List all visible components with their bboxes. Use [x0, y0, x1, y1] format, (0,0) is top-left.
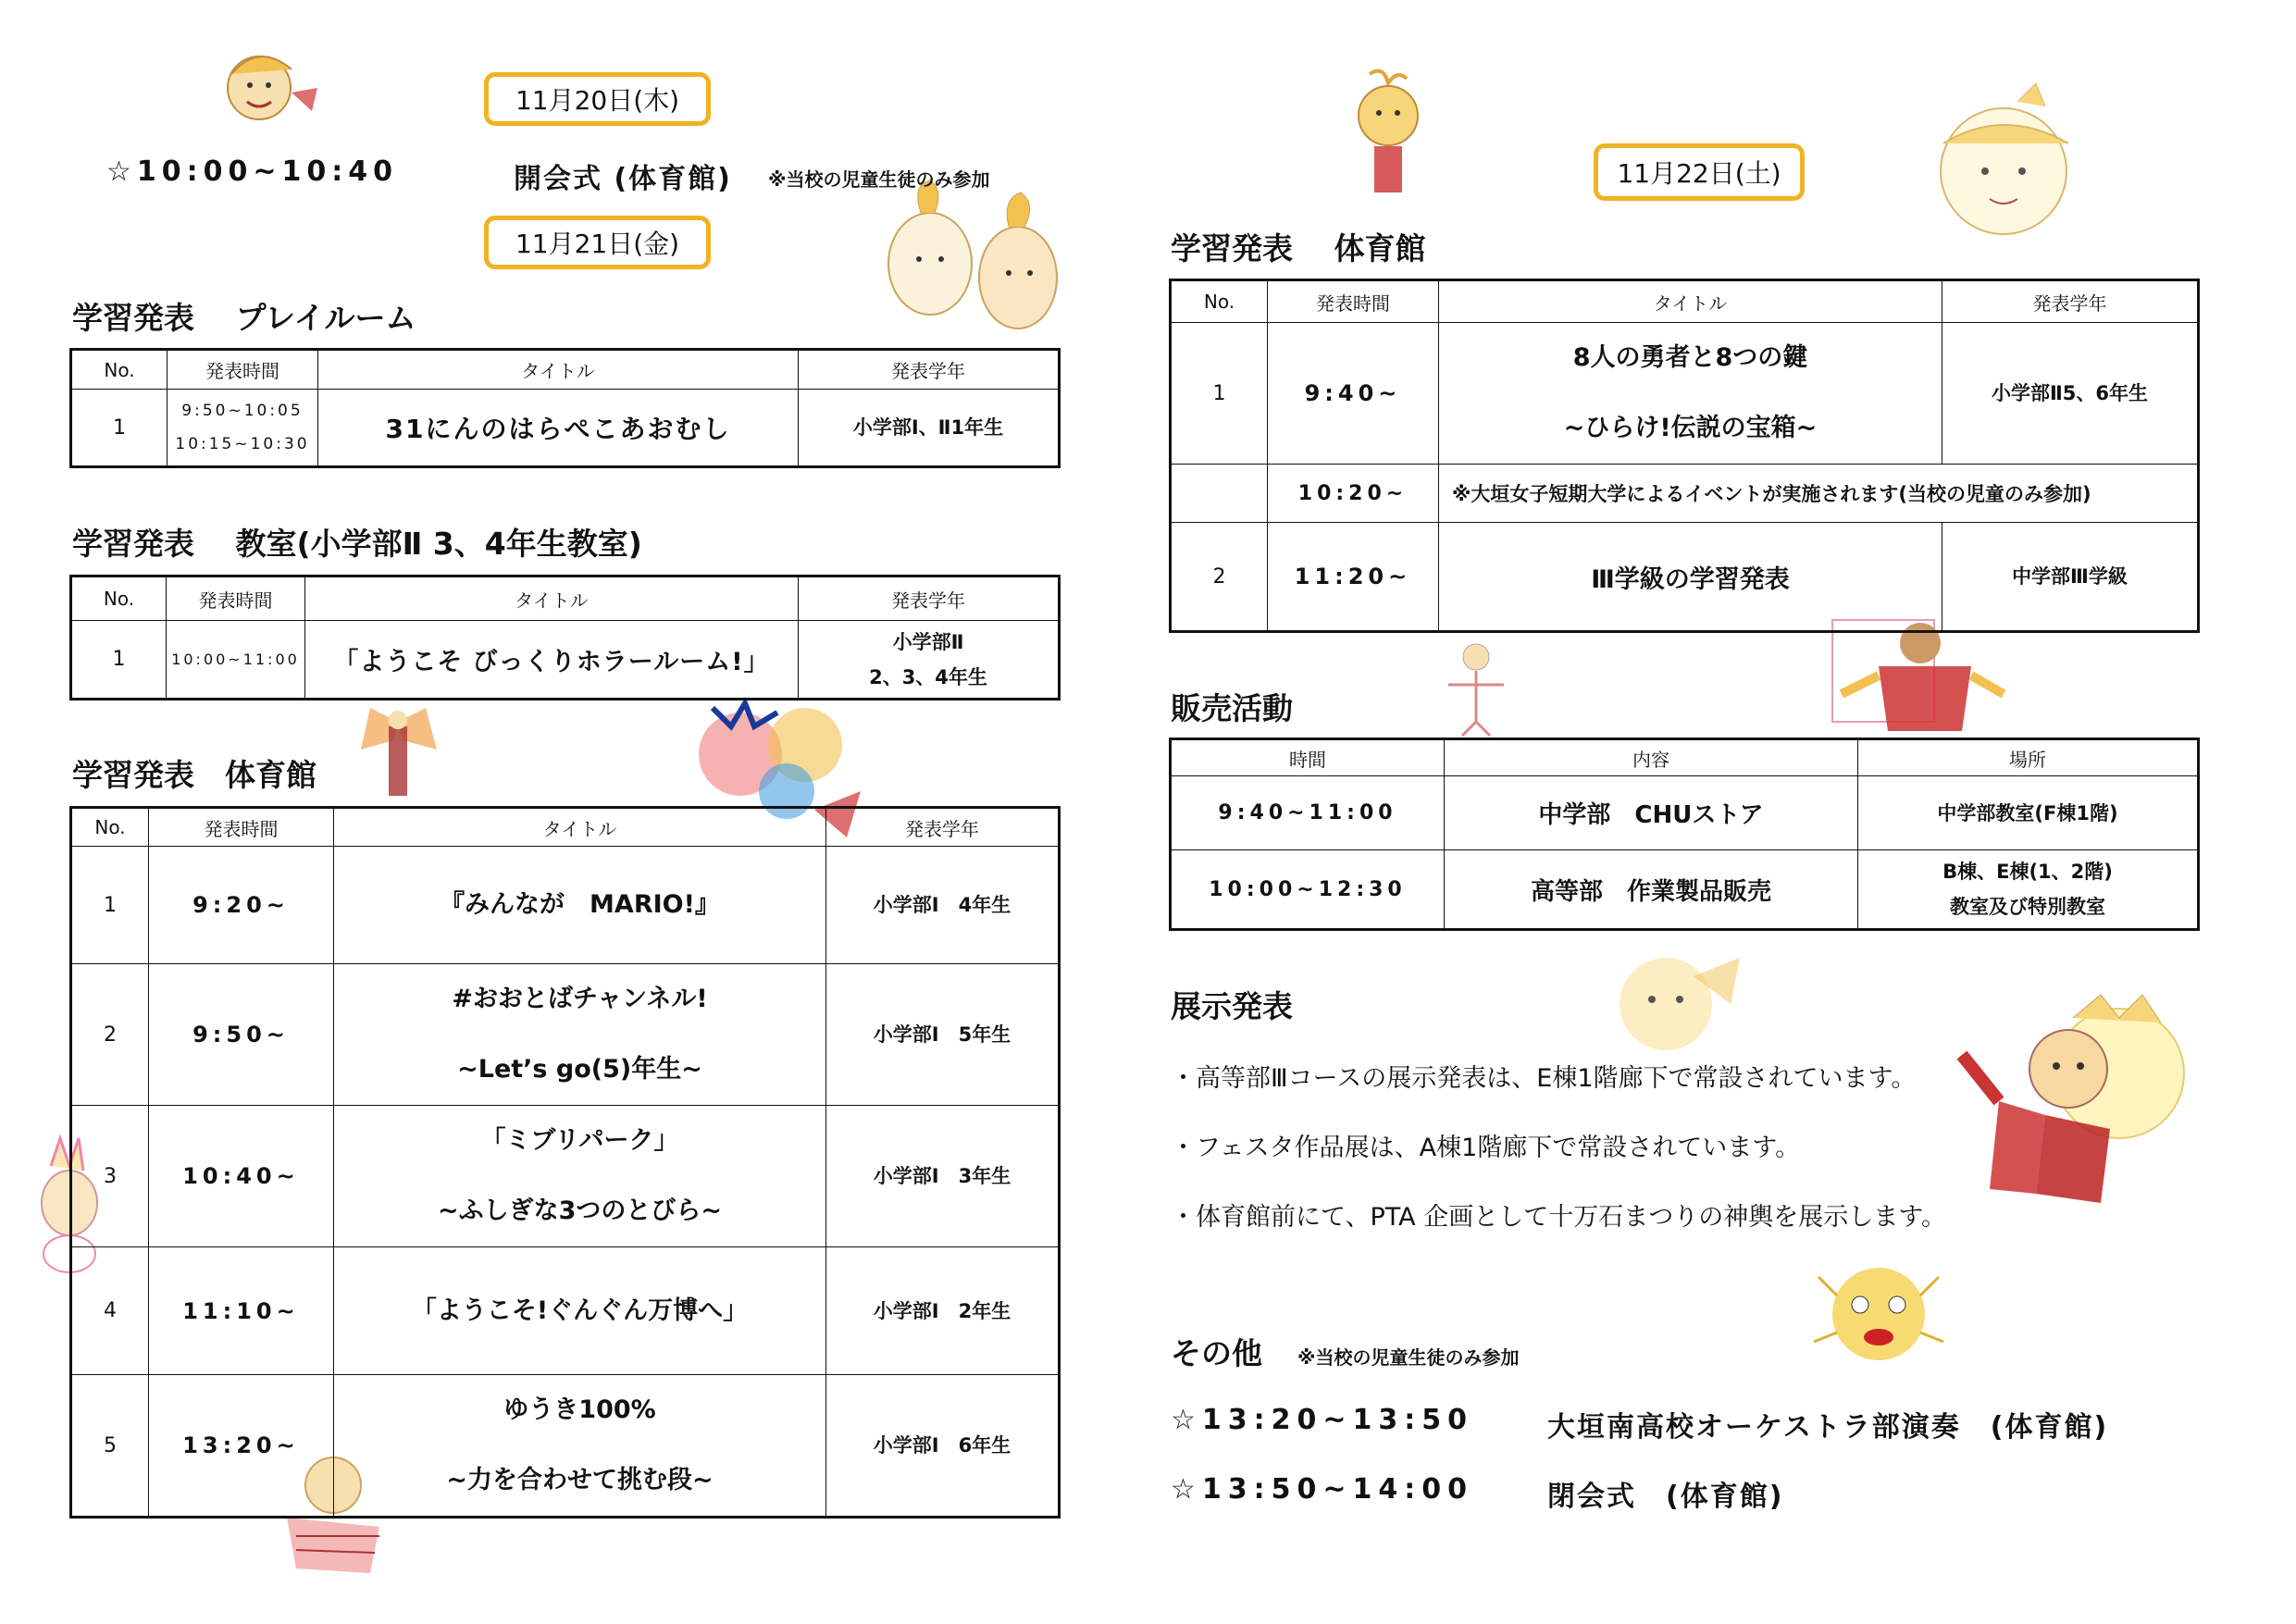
row-title-line1: 8人の勇者と8つの鍵 — [1572, 343, 1808, 372]
row-number: 1 — [71, 621, 167, 700]
column-header-title: タイトル — [305, 576, 799, 621]
row-grade: 小学部Ⅰ 4年生 — [826, 847, 1060, 964]
row-place — [1858, 850, 2199, 930]
row-title-line2: ~力を合わせて挑む段~ — [446, 1466, 714, 1494]
gym-schedule-table-nov21 — [69, 806, 1061, 1519]
drawing-yellow-face — [1800, 1249, 1957, 1382]
event-note: ※大垣女子短期大学によるイベントが実施されます(当校の児童のみ参加) — [1439, 465, 2199, 523]
row-content: 高等部 作業製品販売 — [1445, 850, 1858, 930]
row-title-line1: 『みんなが MARIO!』 — [440, 890, 720, 919]
drawing-onion-characters — [865, 176, 1078, 346]
section-heading-classroom: 学習発表 教室(小学部Ⅱ 3、4年生教室) — [72, 526, 642, 562]
row-title — [334, 964, 826, 1106]
drawing-winged-figure — [352, 703, 444, 818]
sales-table — [1169, 738, 2200, 931]
classroom-schedule-table — [69, 575, 1061, 700]
row-grade: 小学部Ⅰ 3年生 — [826, 1106, 1060, 1247]
section-heading-other: その他 — [1171, 1335, 1262, 1371]
table-row — [71, 1375, 1060, 1518]
row-grade: 小学部Ⅱ5、6年生 — [1942, 323, 2199, 465]
row-place: 中学部教室(F棟1階) — [1858, 776, 2199, 850]
row-number: 1 — [71, 847, 149, 964]
other-item-time: ☆13:50~14:00 — [1171, 1473, 1474, 1506]
section-heading-exhibit: 展示発表 — [1171, 988, 1293, 1024]
row-time-first: 9:50~10:05 — [181, 402, 304, 420]
table-row — [1171, 523, 2199, 632]
row-number: 1 — [1171, 323, 1268, 465]
row-time: 10:20~ — [1268, 465, 1439, 523]
column-header-grade: 発表学年 — [826, 808, 1060, 847]
row-place-line2: 教室及び特別教室 — [1950, 896, 2105, 918]
table-row — [71, 390, 1060, 467]
row-title — [334, 1106, 826, 1247]
table-row — [1171, 850, 2199, 930]
exhibit-item: ・フェスタ作品展は、A棟1階廊下で常設されています。 — [1171, 1134, 1801, 1162]
column-header-grade: 発表学年 — [1942, 280, 2199, 323]
column-header-title: タイトル — [318, 350, 799, 390]
column-header-grade: 発表学年 — [799, 576, 1060, 621]
row-title: Ⅲ学級の学習発表 — [1439, 523, 1942, 632]
row-time-second: 10:15~10:30 — [175, 435, 310, 453]
row-title-line2: ~ひらけ!伝説の宝箱~ — [1563, 414, 1818, 442]
section-heading-gym-nov22: 学習発表 体育館 — [1171, 230, 1426, 267]
row-title — [334, 1375, 826, 1518]
row-grade-line2: 2、3、4年生 — [869, 665, 987, 688]
table-row — [71, 964, 1060, 1106]
row-number: 1 — [71, 390, 168, 467]
row-time: 9:20~ — [149, 847, 334, 964]
date-badge-nov21: 11月21日(金) — [484, 216, 711, 269]
section-heading-gym-nov21: 学習発表 体育館 — [72, 757, 316, 793]
row-grade: 小学部Ⅰ 5年生 — [826, 964, 1060, 1106]
column-header-no: No. — [1171, 280, 1268, 323]
row-time: 11:10~ — [149, 1247, 334, 1375]
row-title — [334, 1247, 826, 1375]
row-grade: 小学部Ⅰ 2年生 — [826, 1247, 1060, 1375]
row-title: 「ようこそ びっくりホラールーム!」 — [305, 621, 799, 700]
column-header-time: 発表時間 — [149, 808, 334, 847]
drawing-character-top-left — [208, 37, 329, 143]
row-title: 31にんのはらぺこあおむし — [318, 390, 799, 467]
drawing-face-top-right — [1916, 79, 2091, 249]
table-row — [71, 1247, 1060, 1375]
row-place-line1: B棟、E棟(1、2階) — [1942, 861, 2113, 883]
opening-ceremony-note: ※当校の児童生徒のみ参加 — [768, 168, 990, 191]
exhibit-item: ・体育館前にて、PTA 企画として十万石まつりの神輿を展示します。 — [1171, 1203, 1947, 1232]
row-title-line2: ~ふしぎな3つのとびら~ — [437, 1196, 723, 1225]
column-header-title: タイトル — [1439, 280, 1942, 323]
row-title — [1439, 323, 1942, 465]
row-time: 13:20~ — [149, 1375, 334, 1518]
section-heading-sales: 販売活動 — [1171, 690, 1293, 726]
row-number: 2 — [1171, 523, 1268, 632]
row-number: 3 — [71, 1106, 149, 1247]
section-heading-playroom: 学習発表 プレイルーム — [72, 300, 416, 336]
column-header-time: 発表時間 — [168, 350, 318, 390]
opening-ceremony-time: ☆10:00~10:40 — [106, 155, 399, 188]
row-time: 10:00~11:00 — [167, 621, 305, 700]
opening-ceremony-label: 開会式 (体育館) — [514, 163, 732, 195]
row-number-empty — [1171, 465, 1268, 523]
column-header-grade: 発表学年 — [799, 350, 1060, 390]
playroom-schedule-table — [69, 348, 1061, 468]
row-title-line1: #おおとばチャンネル! — [452, 985, 708, 1013]
drawing-face-middle-right — [1601, 939, 1758, 1072]
row-time: 9:40~11:00 — [1171, 776, 1445, 850]
row-title-line2: ~Let’s go(5)年生~ — [457, 1055, 702, 1084]
table-row — [71, 621, 1060, 700]
row-number: 5 — [71, 1375, 149, 1518]
row-grade — [799, 621, 1060, 700]
drawing-character-top-right-small — [1333, 65, 1444, 207]
row-number: 4 — [71, 1247, 149, 1375]
date-badge-nov20: 11月20日(木) — [484, 72, 711, 126]
gym-schedule-table-nov22 — [1169, 279, 2200, 633]
row-grade: 小学部Ⅰ 6年生 — [826, 1375, 1060, 1518]
column-header-time: 発表時間 — [1268, 280, 1439, 323]
row-grade-line1: 小学部Ⅱ — [892, 630, 964, 653]
row-content: 中学部 CHUストア — [1445, 776, 1858, 850]
table-row — [71, 1106, 1060, 1247]
column-header-no: No. — [71, 350, 168, 390]
table-row — [71, 847, 1060, 964]
row-grade: 小学部Ⅰ、Ⅱ1年生 — [799, 390, 1060, 467]
drawing-small-figure — [1444, 638, 1508, 744]
row-title-line1: ゆうき100% — [503, 1395, 656, 1424]
table-row — [1171, 776, 2199, 850]
row-time: 9:50~ — [149, 964, 334, 1106]
column-header-place: 場所 — [1858, 739, 2199, 776]
other-note: ※当校の児童生徒のみ参加 — [1297, 1346, 1520, 1369]
table-row — [1171, 323, 2199, 465]
column-header-no: No. — [71, 808, 149, 847]
row-title-line1: 「ようこそ!ぐんぐん万博へ」 — [411, 1295, 749, 1325]
row-time: 10:40~ — [149, 1106, 334, 1247]
other-item-label: 大垣南高校オーケストラ部演奏 (体育館) — [1547, 1411, 2109, 1444]
table-row-event — [1171, 465, 2199, 523]
column-header-title: タイトル — [334, 808, 826, 847]
date-badge-nov22: 11月22日(土) — [1594, 143, 1805, 201]
other-item-time: ☆13:20~13:50 — [1171, 1404, 1474, 1436]
row-time: 9:40~ — [1268, 323, 1439, 465]
row-grade: 中学部Ⅲ学級 — [1942, 523, 2199, 632]
column-header-content: 内容 — [1445, 739, 1858, 776]
exhibit-item: ・高等部Ⅲコースの展示発表は、E棟1階廊下で常設されています。 — [1171, 1064, 1917, 1093]
row-time: 11:20~ — [1268, 523, 1439, 632]
column-header-time: 時間 — [1171, 739, 1445, 776]
other-item-label: 閉会式 (体育館) — [1547, 1481, 1784, 1513]
drawing-hero-character — [1943, 990, 2221, 1216]
column-header-no: No. — [71, 576, 167, 621]
row-time — [168, 390, 318, 467]
row-number: 2 — [71, 964, 149, 1106]
row-title-line1: 「ミブリパーク」 — [480, 1126, 679, 1155]
column-header-time: 発表時間 — [167, 576, 305, 621]
row-time: 10:00~12:30 — [1171, 850, 1445, 930]
row-title — [334, 847, 826, 964]
